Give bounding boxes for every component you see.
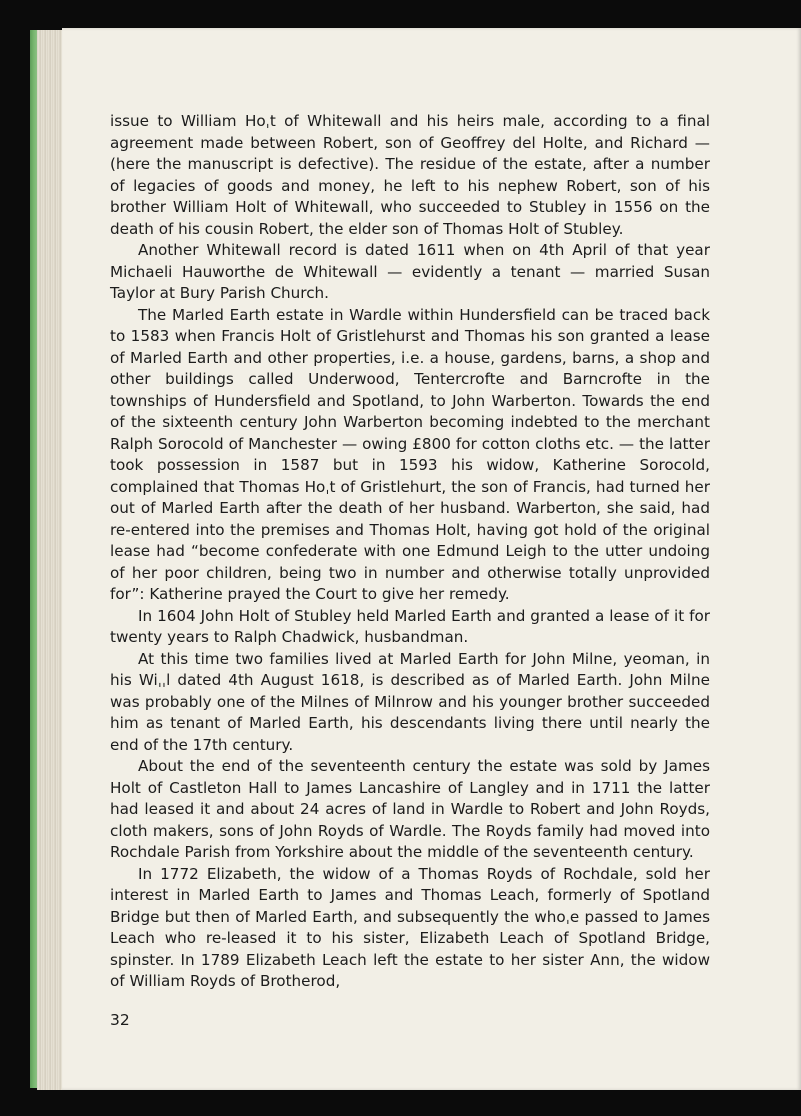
paragraph-5: At this time two families lived at Marled Earth for John Milne, yeoman, in his Wiˌˌl dated 4th August 1618, is described as of Marled Earth. John Milne was probably one of the Milnes of Milnrow and his younger brother succeeded him as tenant of Marled Earth, his descendants living there until nearly the end of the 17th century. [110, 649, 710, 754]
page-number: 32 [110, 1011, 130, 1029]
body-text [110, 111, 710, 993]
book-spine-edge [30, 30, 37, 1088]
paragraph-2: Another Whitewall record is dated 1611 when on 4th April of that year Michaeli Hauworthe de Whitewall — evidently a tenant — married Susan Taylor at Bury Parish Church. [110, 241, 710, 302]
paragraph-7: In 1772 Elizabeth, the widow of a Thomas Royds of Rochdale, sold her interest in Marled Earth to James and Thomas Leach, formerly of Spotland Bridge but then of Marled Earth, and subsequently the whoˌe passed to James Leach who re-leased it to his sister, Elizabeth Leach of Spotland Bridge, spinster. In 1789 Elizabeth Leach left the estate to her sister Ann, the widow of William Royds of Brotherod, [110, 864, 710, 990]
paragraph-4: In 1604 John Holt of Stubley held Marled Earth and granted a lease of it for twenty years to Ralph Chadwick, husbandman. [110, 606, 710, 646]
paragraph-6: About the end of the seventeenth century the estate was sold by James Holt of Castleton Hall to James Lancashire of Langley and in 1711 the latter had leased it and about 24 acres of land in Wardle to Robert and John Royds, cloth makers, sons of John Royds of Wardle. The Royds family had moved into Rochdale Parish from Yorkshire about the middle of the seventeenth century. [110, 757, 710, 861]
paragraph-1: issue to William Hoˌt of Whitewall and his heirs male, according to a final agreement made between Robert, son of Geoffrey del Holte, and Richard — (here the manuscript is defective). The residue of the estate, after a number of legacies of goods and money, he left to his nephew Robert, son of his brother William Holt of Whitewall, who succeeded to Stubley in 1556 on the death of his cousin Robert, the elder son of Thomas Holt of Stubley. [110, 112, 710, 238]
paragraph-3: The Marled Earth estate in Wardle within Hundersfield can be traced back to 1583 when Francis Holt of Gristlehurst and Thomas his son granted a lease of Marled Earth and other properties, i.e. a house, gardens, barns, a shop and other buildings called Underwood, Tentercrofte and Barncrofte in the townships of Hundersfield and Spotland, to John Warberton. Towards the end of the sixteenth century John Warberton becoming indebted to the merchant Ralph Sorocold of Manchester — owing £800 for cotton cloths etc. — the latter took possession in 1587 but in 1593 his widow, Katherine Sorocold, complained that Thomas Hoˌt of Gristlehurt, the son of Francis, had turned her out of Marled Earth after the death of her husband. Warberton, she said, had re-entered into the premises and Thomas Holt, having got hold of the original lease had “become confederate with one Edmund Leigh to the utter undoing of her poor children, being two in number and otherwise totally unprovided for”: Katherine prayed the Court to give her remedy. [110, 305, 710, 603]
